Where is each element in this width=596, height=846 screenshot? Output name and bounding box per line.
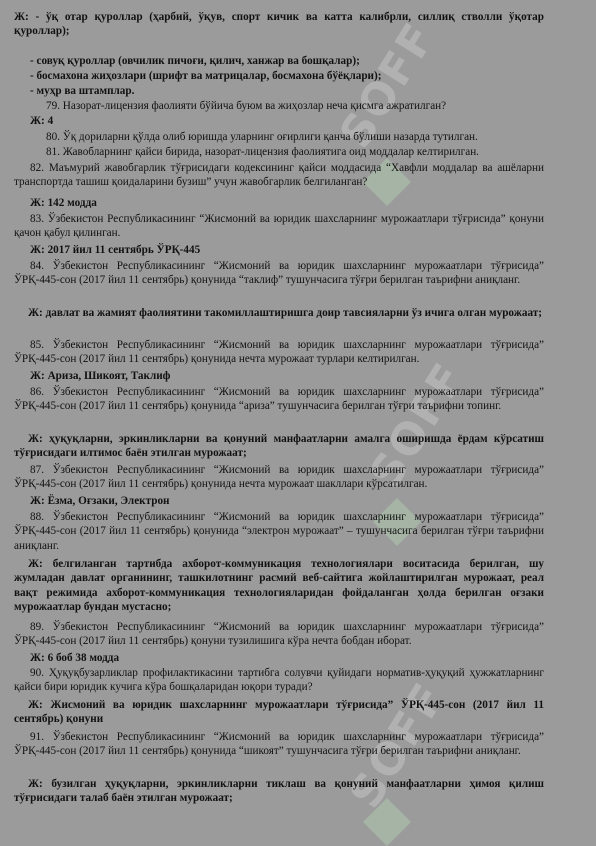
answer-line: Ж: Ёзма, Оғзаки, Электрон bbox=[30, 495, 170, 507]
answer-line: - муҳр ва штамплар. bbox=[30, 85, 135, 97]
watermark-2: SOFF bbox=[360, 353, 476, 498]
answer-line: Ж: 6 боб 38 модда bbox=[30, 652, 120, 664]
question-line: 79. Назорат-лицензия фаолияти бўйича буюм ва жиҳозлар неча қисмга ажратилган? bbox=[46, 100, 447, 112]
answer-line: Ж: 142 модда bbox=[30, 197, 97, 209]
answer-line: Ж: Жисмоний ва юридик шахсларнинг мурожаатлари тўғрисида” ЎРҚ-445-сон (2017 йил 11 сентябрь) қонуни bbox=[14, 699, 544, 726]
answer-line: Ж: давлат ва жамият фаолиятини такомиллаштиришга доир тавсияларни ўз ичига олган мурожаат; bbox=[28, 307, 542, 319]
answer-line: Ж: бузилган ҳуқуқларни, эркинликларни тиклаш ва қонуний манфаатларни ҳимоя қилиш тўғрисидаги талаб баён этилган мурожаат; bbox=[14, 778, 544, 805]
answer-line: - босмахона жиҳозлари (шрифт ва матрицалар, босмахона бўёқлари); bbox=[30, 70, 382, 82]
watermark-3: SOFF bbox=[340, 673, 456, 818]
question-line: 90. Ҳуқуқбузарликлар профилактикасини тартибга солувчи қуйидаги норматив-ҳуқуқий ҳужжатларнинг қайси бири юридик кучига кўра бошқаларидан юқори туради? bbox=[14, 667, 544, 694]
answer-line: Ж: 4 bbox=[30, 115, 54, 127]
watermark-1: SOFF bbox=[330, 13, 446, 158]
question-line: 83. Ўзбекистон Республикасининг “Жисмоний ва юридик шахсларнинг мурожаатлари тўғрисида” қонуни қачон қабул қилинган. bbox=[14, 213, 544, 240]
question-line: 84. Ўзбекистон Республикасининг “Жисмоний ва юридик шахсларнинг мурожаатлари тўғрисида” ЎРҚ-445-сон (2017 йил 11 сентябрь) қонунида “таклиф” тушунчасига тўғри берилган таърифни аниқланг. bbox=[14, 260, 544, 287]
question-line: 80. Ўқ дориларни қўлда олиб юришда уларнинг оғирлиги қанча бўлиши назарда тутилган. bbox=[46, 131, 478, 143]
answer-line: Ж: белгиланган тартибда ахборот-коммуникация технологиялари воситасида берилган, шу жумладан давлат органининг, ташкилотнинг расмий веб-сайтига жойлаштирилган мурожаат, реал вақт режимида ахборот-коммуникация технологияларидан фойдаланган ҳолда берилган оғзаки мурожаатлар бундан мустасно; bbox=[14, 558, 544, 614]
question-line: 89. Ўзбекистон Республикасининг “Жисмоний ва юридик шахсларнинг мурожаатлари тўғрисида” ЎРҚ-445-сон (2017 йил 11 сентябрь) қонуни тузилишига кўра нечта бобдан иборат. bbox=[14, 621, 544, 648]
question-line: 82. Маъмурий жавобгарлик тўғрисидаги кодексининг қайси моддасида “Хавфли моддалар ва ашёларни транспортда ташиш қоидаларини бузиш” учун жавобгарлик белгиланган? bbox=[14, 162, 544, 189]
question-line: 86. Ўзбекистон Республикасининг “Жисмоний ва юридик шахсларнинг мурожаатлари тўғрисида” ЎРҚ-445-сон (2017 йил 11 сентябрь) қонунида “ариза” тушунчасига берилган тўғри таърифни топинг. bbox=[14, 386, 544, 413]
question-line: 85. Ўзбекистон Республикасининг “Жисмоний ва юридик шахсларнинг мурожаатлари тўғрисида” ЎРҚ-445-сон (2017 йил 11 сентябрь) қонунида нечта мурожаат турлари келтирилган. bbox=[14, 339, 544, 366]
question-line: 81. Жавобларнинг қайси бирида, назорат-лицензия фаолиятига оид моддалар келтирилган. bbox=[46, 146, 479, 158]
answer-line: - совуқ қуроллар (овчилик пичоғи, қилич, ханжар ва бошқалар); bbox=[30, 55, 360, 67]
answer-line: Ж: ҳуқуқларни, эркинликларни ва қонуний манфаатларни амалга оширишда ёрдам кўрсатиш тўғрисидаги илтимос баён этилган мурожаат; bbox=[14, 433, 544, 460]
answer-line: Ж: 2017 йил 11 сентябрь ЎРҚ-445 bbox=[30, 244, 201, 256]
answer-line: Ж: Ариза, Шикоят, Таклиф bbox=[30, 370, 171, 382]
answer-line: Ж: - ўқ отар қуроллар (ҳарбий, ўқув, спорт кичик ва катта калибрли, силлиқ стволли ўқотар қуроллар); bbox=[14, 11, 544, 38]
question-line: 91. Ўзбекистон Республикасининг “Жисмоний ва юридик шахсларнинг мурожаатлари тўғрисида” ЎРҚ-445-сон (2017 йил 11 сентябрь) қонунида “шикоят” тушунчасига тўғри берилган таърифни аниқланг. bbox=[14, 731, 544, 758]
question-line: 87. Ўзбекистон Республикасининг “Жисмоний ва юридик шахсларнинг мурожаатлари тўғрисида” ЎРҚ-445-сон (2017 йил 11 сентябрь) қонунида нечта мурожаат шакллари кўрсатилган. bbox=[14, 464, 544, 491]
question-line: 88. Ўзбекистон Республикасининг “Жисмоний ва юридик шахсларнинг мурожаатлари тўғрисида” ЎРҚ-445-сон (2017 йил 11 сентябрь) қонунида “электрон мурожаат” – тушунчасига берилган тўғри таърифни аниқланг. bbox=[14, 511, 544, 552]
